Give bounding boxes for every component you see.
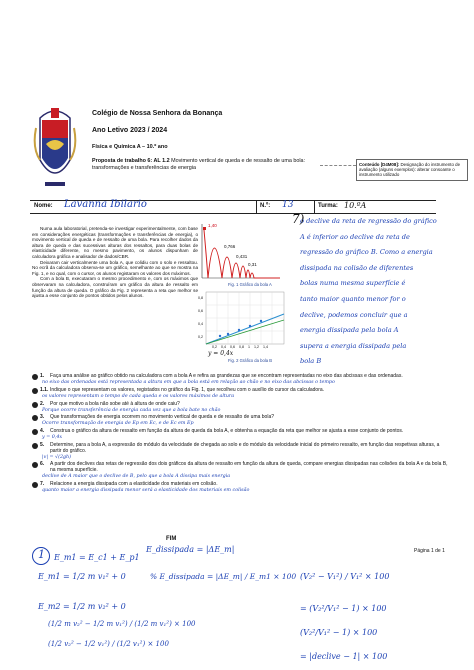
q5-num: 5.	[40, 441, 45, 448]
name-label: Nome:	[34, 203, 53, 209]
fig2-chart	[198, 290, 288, 352]
comment-connector	[320, 165, 356, 166]
math-line-8: = (V₂²/V₁² − 1) × 100	[300, 604, 387, 613]
fig2-xtick-2: 0,4	[221, 345, 226, 349]
fig1-peak-1: 1,40	[208, 223, 217, 228]
fig2-xtick-4: 0,8	[239, 345, 244, 349]
fig1-peak-4: 0,31	[248, 262, 257, 267]
fig2-caption: Fig. 2 Gráfico da bola B	[228, 358, 272, 363]
fig2-ytick-4: 0,2	[198, 335, 203, 339]
q1-num: 1.	[40, 373, 45, 379]
fig1-caption: Fig. 1 Gráfico da bola A	[228, 282, 272, 287]
q1-marker-label: 1	[38, 548, 45, 561]
fig2-xtick-7: 1,4	[263, 345, 268, 349]
answer-3: Ocorre transformação de energia de Ep em Ec, e de Ec em Ep	[42, 421, 194, 427]
q3-text: Que transformações de energia ocorrem no movimento vertical de queda e de ressalto de uma bola?	[50, 414, 275, 421]
subject: Física e Química A – 10.º ano	[92, 144, 168, 150]
number-label: N.º:	[260, 203, 271, 209]
q2-num: 2.	[40, 400, 45, 407]
answer-7: quanto maior a energia dissipada menor será a elasticidade dos materiais em colisão	[42, 487, 250, 493]
intro-p1: Numa aula laboratorial, pretenda-se investigar experimentalmente, com base em considerações energéticas (transformações e transferências de energia), o movimento vertical de queda e de ressalto de uma bola. Para recolher dados da altura de queda e das sucessivas alturas dos ressaltos, para duas bolas de elasticidade diferente, no mesmo pavimento, os alunos dispunham de calculadora gráfica e analisador de dados/CBR.	[32, 226, 198, 259]
answer-4: y = 0,4x	[42, 435, 63, 441]
math-line-6: (1/2 m v₂² − 1/2 m v₁²) / (1/2 m v₁²) × 100	[48, 620, 196, 628]
q1-text: Faça uma análise ao gráfico obtido na calculadora com a bola A e refira as grandezas que se encontram representadas no eixo das abcissas e das ordenadas.	[50, 373, 403, 379]
q6-text: A partir dos declives das retas de regressão dos dois gráficos da altura de ressalto em função da altura de queda, compare energias dissipadas nas colisões da bola A e da bola B, na mesma superfície.	[50, 461, 448, 474]
side-notes	[300, 214, 472, 370]
q6-num: 6.	[40, 461, 45, 468]
q7-num: 7.	[40, 480, 45, 487]
math-line-1: E_m1 = E_c1 + E_p1	[54, 553, 140, 562]
math-line-5: E_m2 = 1/2 m v₂² + 0	[38, 602, 126, 611]
divider-1	[256, 200, 257, 214]
bullet-icon	[32, 402, 38, 408]
school-name: Colégio de Nossa Senhora da Bonança	[92, 110, 223, 117]
math-line-9: (1/2 v₂² − 1/2 v₁²) / (1/2 v₁²) × 100	[48, 640, 169, 648]
question-1-1	[32, 388, 452, 394]
bullet-icon	[32, 443, 38, 449]
class-label: Turma:	[318, 203, 338, 209]
fig2-xtick-6: 1,2	[254, 345, 259, 349]
answer-5: |v| = √(2gh)	[42, 454, 72, 460]
math-line-11: = |declive − 1| × 100	[300, 652, 388, 661]
answer-2: Porque ocorre transferência de energia cada vez que a bola bate no chão	[42, 407, 221, 413]
intro-p2: Deixaram cair verticalmente uma bola A, que colidiu com o solo e ressaltou. No ecrã da calculadora observa-se um gráfico, semelhante ao que se mostra na Fig. 1, e no qual, com o cursor, os alunos registaram os valores dos máximos.	[32, 259, 198, 276]
comment-box	[356, 159, 468, 181]
math-line-10: (V₂²/V₁² − 1) × 100	[300, 628, 378, 637]
eq-handwritten: y = 0,4x	[208, 350, 234, 357]
answer-1: no eixo das ordenadas está representada a altura em que a bola está em relação ao chão e no eixo das abcissas o tempo	[42, 380, 335, 385]
class-field[interactable]: 10.ºA	[344, 201, 367, 210]
intro-p3: Com a bola B, executaram o mesmo procedimento e, com os máximos que observaram na calculadora, construíram um gráfico da altura de ressalto em função da altura de queda. O gráfico da Fig. 2 representa a reta que melhor se ajusta a esse conjunto de pontos obtidos pelos alunos.	[32, 276, 198, 299]
fig2-xtick-3: 0,6	[230, 345, 235, 349]
comment-label: Conteúdo [D4M08]:	[359, 162, 400, 167]
side-note-6: tanto maior quanto menor for o	[300, 294, 406, 303]
math-line-4: % E_dissipada = |ΔE_m| / E_m1 × 100	[150, 572, 297, 581]
question-6	[32, 462, 452, 474]
proposal-title	[92, 158, 342, 172]
page-number: Página 1 de 1	[414, 548, 445, 554]
q4-text: Construa o gráfico da altura de ressalto em função da altura de queda da bola A, e obtenha a equação da reta que melhor se ajusta a esse conjunto de pontos.	[50, 428, 404, 435]
number-field[interactable]: 13	[282, 200, 294, 210]
bullet-icon	[32, 374, 38, 380]
q4-num: 4.	[40, 428, 45, 435]
divider-2	[314, 200, 315, 214]
fim-label: FIM	[166, 536, 177, 542]
fig2-xtick-5: 1	[248, 345, 250, 349]
q7-text: Relacione a energia dissipada com a elasticidade dos materiais em colisão.	[50, 480, 218, 487]
answer-1-1: os valores representam o tempo de cada queda e os valores máximos de altura	[42, 393, 235, 399]
math-line-2: E_dissipada = |ΔE_m|	[146, 545, 235, 554]
side-note-7: declive, podemos concluir que a	[300, 310, 408, 319]
math-line-3: E_m1 = 1/2 m v₁² + 0	[38, 572, 126, 581]
question-5	[32, 443, 452, 455]
school-crest	[32, 98, 78, 190]
fig1-peak-2: 0,766	[224, 244, 236, 249]
side-note-9: supera a energia dissipada pela	[300, 341, 407, 350]
questions	[32, 374, 452, 494]
bullet-icon	[32, 482, 38, 488]
q5-text: Determine, para a bola A, a expressão do módulo da velocidade de chegada ao solo e do módulo da velocidade inicial do primeiro ressalto, em função das respetivas alturas, a partir do gráfico.	[50, 441, 440, 454]
fig2-yticks	[198, 292, 206, 344]
bullet-icon	[32, 462, 38, 468]
q1-1-num: 1.1.	[40, 386, 49, 393]
proposal-subtitle: Movimento vertical de queda e de ressalto de uma bola: transformações e transferências de energia	[92, 158, 306, 171]
school-year: Ano Letivo 2023 / 2024	[92, 127, 168, 134]
side-number: 7)	[292, 212, 305, 226]
side-note-3: regressão do gráfico B. Como a energia	[300, 248, 433, 257]
answer-6: declive de A maior que o declive de B, pelo que a bola A dissipa mais energia	[42, 473, 231, 479]
side-note-2: A é inferior ao declive da reta de	[300, 232, 410, 241]
side-note-8: energia dissipada pela bola A	[300, 326, 399, 335]
bullet-icon	[32, 429, 38, 435]
fig2-xtick-1: 0,2	[212, 345, 217, 349]
question-7	[32, 482, 452, 488]
bullet-icon	[32, 388, 38, 394]
question-2	[32, 402, 452, 408]
fig2-xticks	[212, 345, 268, 349]
comment-text: Designação do instrumento de avaliação (alguns exemplos): alterar consoante o instrumento utilizado	[359, 162, 461, 177]
q2-text: Por que motivo a bola não sobe até à altura de onde caiu?	[50, 400, 180, 407]
intro-text	[32, 226, 198, 299]
fig1-peak-3: 0,431	[236, 254, 248, 259]
side-note-4: dissipada na colisão de diferentes	[300, 263, 414, 272]
side-note-1: o declive da reta de regressão do gráfico	[300, 217, 437, 225]
bullet-icon	[32, 415, 38, 421]
question-4	[32, 429, 452, 435]
q1-1-text: Indique o que representam os valores, registados no gráfico da Fig. 1, que recolheu com o auxílio do cursor da calculadora.	[50, 386, 325, 393]
side-note-10: bola B	[300, 357, 322, 366]
math-line-7: (V₂² − V₁²) / V₁² × 100	[300, 572, 390, 581]
fig2-ytick-2: 0,6	[198, 309, 203, 313]
name-field[interactable]: Lavanna Ibilario	[64, 199, 147, 210]
proposal-prefix: Proposta de trabalho 6: AL 1.2	[92, 158, 170, 164]
fig2-ytick-1: 0,8	[198, 296, 203, 300]
q3-num: 3.	[40, 414, 45, 421]
fig2-ytick-3: 0,4	[198, 322, 203, 326]
side-note-5: bolas numa mesma superfície é	[300, 279, 406, 288]
